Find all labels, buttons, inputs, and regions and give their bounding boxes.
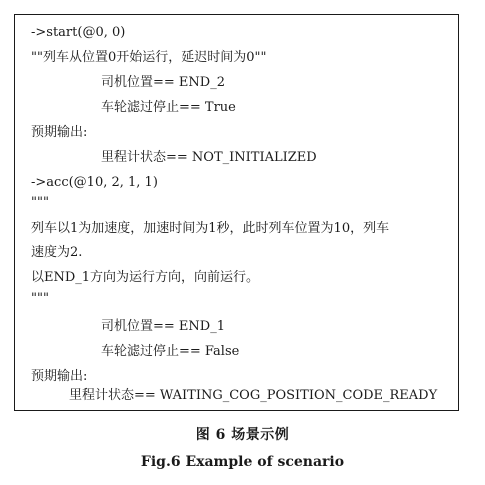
code-line: 以END_1方向为运行方向，向前运行。 <box>31 270 260 285</box>
code-line: 车轮滤过停止== False <box>101 344 240 359</box>
figure-caption-en: Fig.6 Example of scenario <box>140 454 345 470</box>
code-line: ->acc(@10, 2, 1, 1) <box>31 175 158 190</box>
code-line: 里程计状态== NOT_INITIALIZED <box>101 150 317 165</box>
code-line: 司机位置== END_1 <box>101 319 225 334</box>
code-line: ""列车从位置0开始运行，延迟时间为0"" <box>31 50 267 65</box>
figure-caption-cn: 图 6 场景示例 <box>195 427 290 443</box>
code-line: 预期输出: <box>31 125 88 140</box>
code-line: 列车以1为加速度，加速时间为1秒，此时列车位置为10，列车 <box>31 221 390 236</box>
code-line: 预期输出: <box>31 369 88 384</box>
code-frame <box>14 14 459 411</box>
code-line: """ <box>31 195 49 210</box>
code-line: 司机位置== END_2 <box>101 75 225 90</box>
code-line: 里程计状态== WAITING_COG_POSITION_CODE_READY <box>69 388 438 403</box>
code-line: 车轮滤过停止== True <box>101 100 236 115</box>
code-line: """ <box>31 291 49 306</box>
code-line: 速度为2. <box>31 245 83 260</box>
code-line: ->start(@0, 0) <box>31 25 126 40</box>
